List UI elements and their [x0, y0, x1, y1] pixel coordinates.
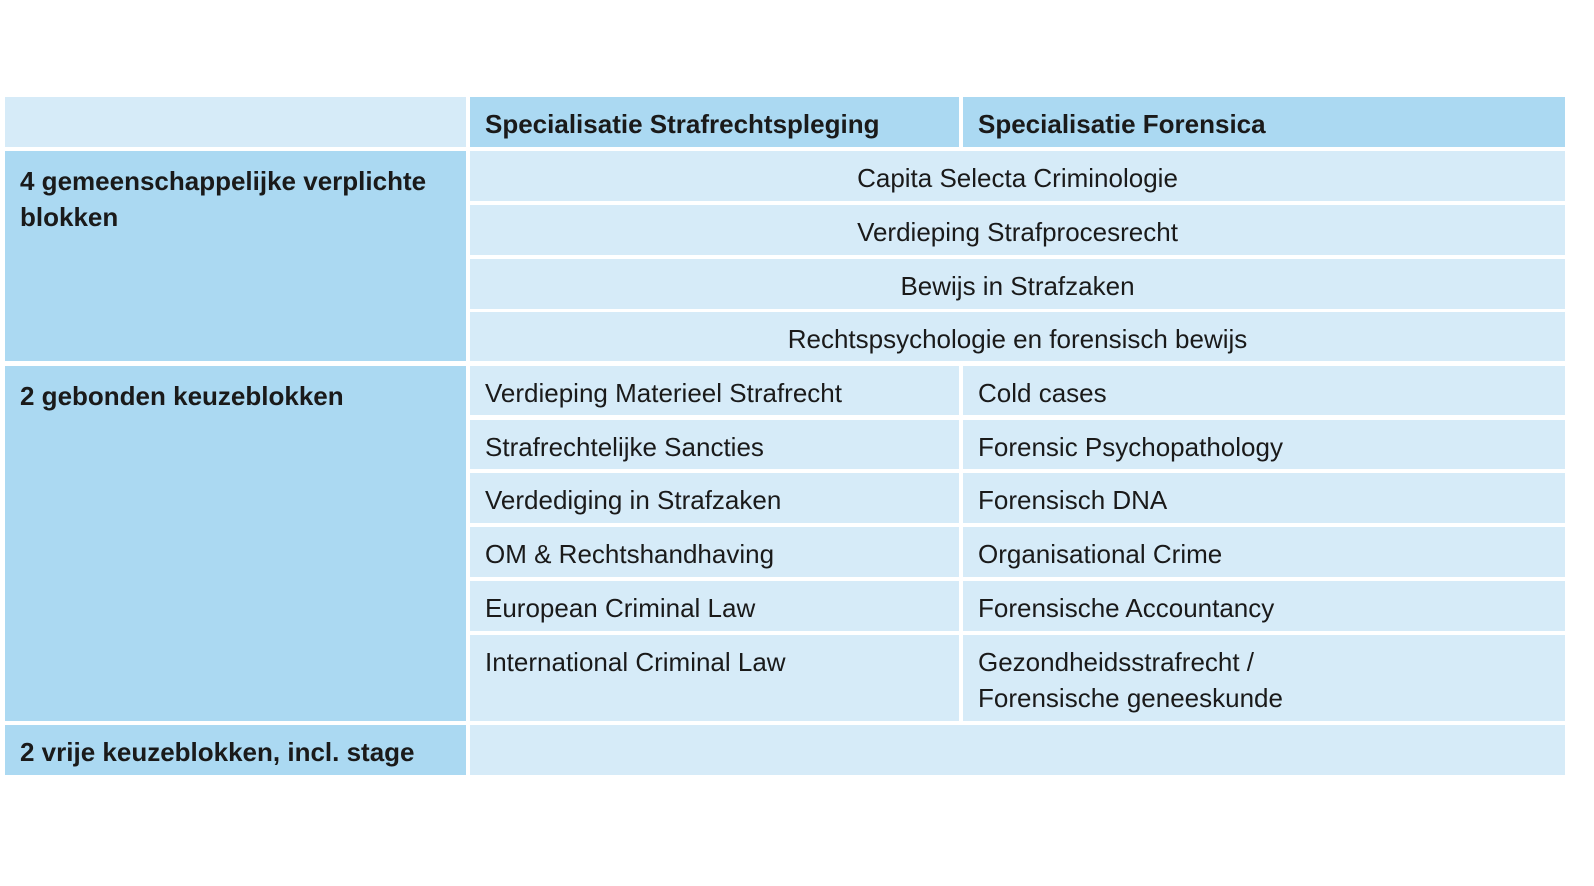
elective-forensica-cell: Forensic Psychopathology	[963, 420, 1565, 469]
elective-forensica-cell: Forensische Accountancy	[963, 581, 1565, 631]
elective-strafrechtspleging-cell: OM & Rechtshandhaving	[470, 527, 959, 577]
section-label-elective-bound: 2 gebonden keuzeblokken	[5, 366, 466, 721]
header-empty-cell	[5, 97, 466, 147]
mandatory-block: Rechtspsychologie en forensisch bewijs	[470, 312, 1565, 361]
mandatory-block: Capita Selecta Criminologie	[470, 151, 1565, 201]
section-label-mandatory: 4 gemeenschappelijke verplichte blokken	[5, 151, 466, 361]
elective-strafrechtspleging-cell: Strafrechtelijke Sancties	[470, 420, 959, 469]
elective-strafrechtspleging-cell: Verdieping Materieel Strafrecht	[470, 366, 959, 415]
elective-forensica-cell: Organisational Crime	[963, 527, 1565, 577]
header-col-forensica: Specialisatie Forensica	[963, 97, 1565, 147]
elective-strafrechtspleging-cell: International Criminal Law	[470, 635, 959, 721]
elective-strafrechtspleging-cell: Verdediging in Strafzaken	[470, 473, 959, 523]
elective-free-value-cell	[470, 725, 1565, 775]
elective-strafrechtspleging-cell: European Criminal Law	[470, 581, 959, 631]
elective-forensica-cell: Gezondheidsstrafrecht / Forensische geneeskunde	[963, 635, 1565, 721]
mandatory-block: Bewijs in Strafzaken	[470, 259, 1565, 309]
section-label-elective-free: 2 vrije keuzeblokken, incl. stage	[5, 725, 466, 775]
elective-forensica-cell: Cold cases	[963, 366, 1565, 415]
mandatory-block: Verdieping Strafprocesrecht	[470, 205, 1565, 255]
header-col-strafrechtspleging: Specialisatie Strafrechtspleging	[470, 97, 959, 147]
elective-forensica-cell: Forensisch DNA	[963, 473, 1565, 523]
